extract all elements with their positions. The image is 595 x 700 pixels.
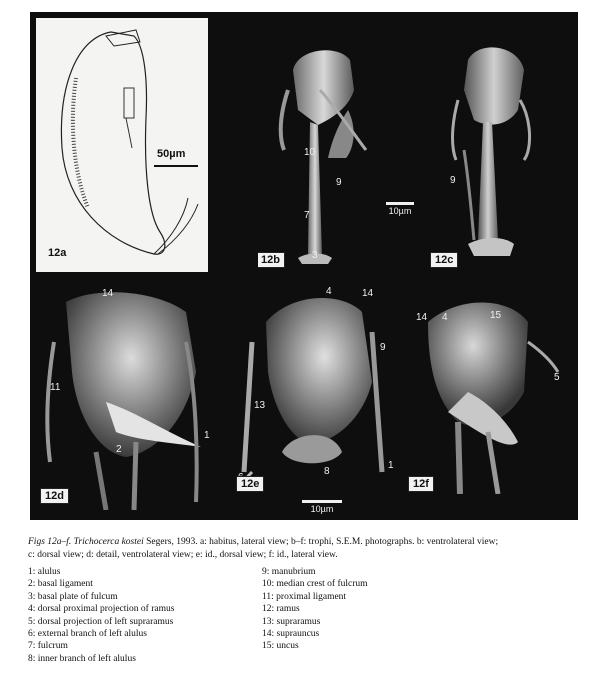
legend-item: 8: inner branch of left alulus: [28, 653, 136, 664]
label-1: 1: [388, 460, 394, 471]
label-4: 4: [442, 312, 448, 323]
legend-column-right: [262, 566, 368, 653]
panel-label-12b: 12b: [258, 252, 285, 268]
sem-photo-12d: [36, 282, 222, 510]
label-13: 13: [254, 400, 266, 411]
label-14: 14: [416, 312, 428, 323]
panel-12d: [36, 282, 222, 510]
label-8: 8: [324, 466, 330, 477]
panel-label-12a: 12a: [48, 247, 67, 259]
legend-item: 5: dorsal projection of left supraramus: [28, 616, 174, 627]
scale-bar-bottom: [292, 500, 352, 514]
sem-photo-12b: [258, 30, 378, 272]
legend-item: 11: proximal ligament: [262, 591, 347, 602]
caption-text: Segers, 1993. a: habitus, lateral view; b–f: trophi, S.E.M. photographs. b: ventrolateral view;: [143, 537, 499, 547]
scale-bar-line: [386, 202, 414, 205]
legend-column-left: [28, 566, 174, 665]
label-9: 9: [450, 175, 456, 186]
label-2: 2: [116, 444, 122, 455]
label-15: 15: [490, 310, 502, 321]
label-9: 9: [336, 177, 342, 188]
legend-item: 14: suprauncus: [262, 629, 320, 640]
legend-item: 2: basal ligament: [28, 579, 93, 590]
caption-line-1: [28, 536, 576, 548]
label-3: 3: [312, 250, 318, 261]
panel-label-12e: 12e: [236, 476, 264, 492]
scale-label-10um: 10µm: [310, 504, 334, 514]
legend-item: 1: alulus: [28, 567, 61, 577]
figure-caption: [28, 536, 576, 563]
figure-plate: [30, 12, 578, 520]
caption-figs: Figs 12a–f.: [28, 537, 72, 547]
label-1: 1: [204, 430, 210, 441]
legend-item: 13: supraramus: [262, 616, 321, 627]
scale-label-10um: 10µm: [388, 206, 412, 216]
legend-item: 4: dorsal proximal projection of ramus: [28, 604, 175, 615]
scale-bar-top: [380, 202, 420, 216]
caption-line-2: c: dorsal view; d: detail, ventrolateral view; e: id., dorsal view; f: id., lateral view.: [28, 550, 338, 561]
label-9: 9: [380, 342, 386, 353]
legend-item: 6: external branch of left alulus: [28, 629, 147, 640]
legend-item: 10: median crest of fulcrum: [262, 579, 368, 590]
sem-photo-12c: [428, 30, 548, 272]
panel-label-12f: 12f: [408, 476, 434, 492]
panel-12b: [258, 30, 378, 272]
panel-12c: [428, 30, 548, 272]
legend-item: 9: manubrium: [262, 567, 316, 577]
panel-label-12c: 12c: [430, 252, 458, 268]
label-14: 14: [102, 288, 114, 299]
label-4: 4: [326, 286, 332, 297]
panel-12e: [232, 282, 400, 494]
caption-species: Trichocerca kostei: [73, 537, 144, 547]
panel-12f: [408, 282, 572, 494]
panel-label-12d: 12d: [40, 488, 69, 504]
label-11: 11: [50, 382, 61, 393]
sem-photo-12e: [232, 282, 400, 494]
legend-item: 12: ramus: [262, 604, 300, 615]
scale-label-50um: 50µm: [157, 148, 186, 160]
label-10: 10: [304, 147, 316, 158]
panel-12a: [36, 18, 208, 272]
scale-bar-line: [302, 500, 342, 503]
label-14: 14: [362, 288, 374, 299]
legend-item: 3: basal plate of fulcum: [28, 591, 118, 602]
label-5: 5: [554, 372, 560, 383]
label-7: 7: [304, 210, 310, 221]
legend-item: 7: fulcrum: [28, 641, 68, 652]
legend-item: 15: uncus: [262, 641, 299, 652]
habitus-drawing: [36, 18, 208, 272]
